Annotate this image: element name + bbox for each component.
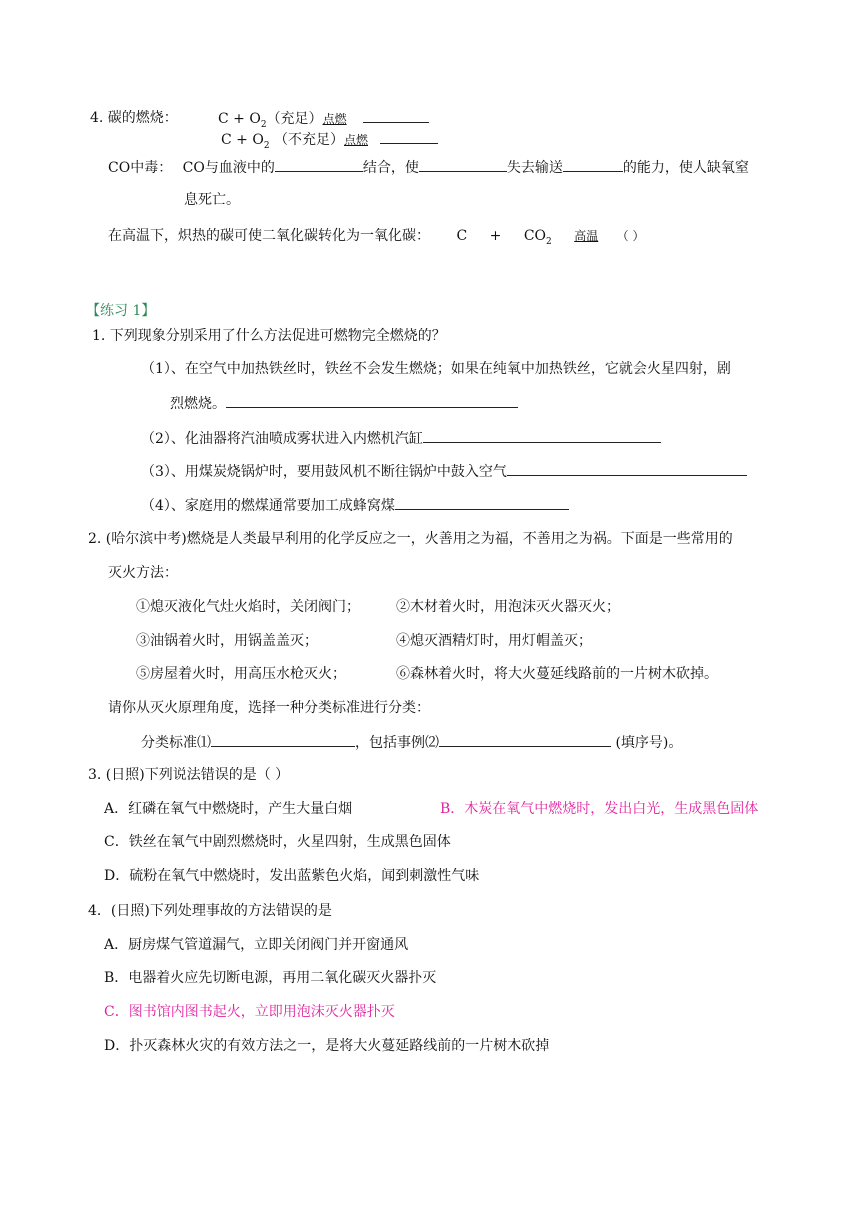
ht-text: 在高温下，炽热的碳可使二氧化碳转化为一氧化碳： xyxy=(108,228,430,244)
co-blank-2[interactable] xyxy=(419,157,507,172)
exercise-title: 【练习 1】 xyxy=(86,303,156,319)
ht-c: C xyxy=(456,228,468,244)
q3-option-b[interactable]: B．木炭在氧气中燃烧时，发出白光，生成黑色固体 xyxy=(440,801,759,817)
co-line-1 xyxy=(108,157,749,178)
q1-item-4 xyxy=(141,495,569,516)
q3-option-a[interactable]: A．红磷在氧气中燃烧时，产生大量白烟 xyxy=(104,801,353,817)
co-text-c: 失去输送 xyxy=(506,160,563,176)
q2-classify-c: (填序号)。 xyxy=(611,735,683,751)
ht-plus: + xyxy=(489,228,502,244)
q1-blank-4[interactable] xyxy=(395,495,569,510)
q1-item-2 xyxy=(141,428,661,449)
q2-method-3: ③油锅着火时，用锅盖盖灭； xyxy=(136,633,318,649)
q1-item-2-text: （2）、化油器将汽油喷成雾状进入内燃机汽缸 xyxy=(141,431,423,447)
high-temp-line xyxy=(108,226,645,252)
r2-lhs: C + O xyxy=(221,132,264,148)
reaction-2 xyxy=(221,129,438,156)
r1-cond: （充足） xyxy=(266,111,323,127)
q2-stem-1: 2. (哈尔滨中考)燃烧是人类最早利用的化学反应之一，火善用之为福，不善用之为祸。下面是一些常用的 xyxy=(88,531,733,547)
r1-blank[interactable] xyxy=(363,108,429,123)
q1-item-3-text: （3）、用煤炭烧锅炉时，要用鼓风机不断往锅炉中鼓入空气 xyxy=(141,464,507,480)
q2-method-5: ⑤房屋着火时，用高压水枪灭火； xyxy=(136,666,346,682)
q1-blank-1[interactable] xyxy=(226,393,518,408)
q2-classify-b: ，包括事例⑵ xyxy=(355,735,439,751)
q1-item-3 xyxy=(141,461,747,482)
q3-stem: 3. (日照)下列说法错误的是（ ） xyxy=(88,767,290,783)
q1-item-4-text: （4）、家庭用的燃煤通常要加工成蜂窝煤 xyxy=(141,498,395,514)
q2-method-1: ①熄灭液化气灶火焰时，关闭阀门； xyxy=(136,599,360,615)
q4-option-a[interactable]: A．厨房煤气管道漏气，立即关闭阀门并开窗通风 xyxy=(104,937,409,953)
ht-paren[interactable]: （ ） xyxy=(616,229,645,243)
q4-option-d[interactable]: D．扑灭森林火灾的有效方法之一，是将大火蔓延路线前的一片树木砍掉 xyxy=(104,1038,550,1054)
q1-stem: 1. 下列现象分别采用了什么方法促进可燃物完全燃烧的？ xyxy=(92,328,446,344)
ht-cond: 高温 xyxy=(574,229,599,243)
q4-option-b[interactable]: B．电器着火应先切断电源，再用二氧化碳灭火器扑灭 xyxy=(104,970,437,986)
r2-blank[interactable] xyxy=(380,129,438,144)
r2-fire: 点燃 xyxy=(344,133,369,147)
q4-option-c[interactable]: C．图书馆内图书起火，立即用泡沫灭火器扑灭 xyxy=(104,1004,395,1020)
carbon-heading: 4. 碳的燃烧： xyxy=(90,110,178,126)
q2-method-4: ④熄灭酒精灯时，用灯帽盖灭； xyxy=(396,633,592,649)
q2-blank-1[interactable] xyxy=(211,732,355,747)
co-text-b: 结合，使 xyxy=(362,160,419,176)
q2-method-6: ⑥森林着火时，将大火蔓延线路前的一片树木砍掉。 xyxy=(396,666,718,682)
q2-prompt: 请你从灭火原理角度，选择一种分类标准进行分类： xyxy=(108,700,430,716)
q2-blank-2[interactable] xyxy=(439,732,611,747)
q1-blank-3[interactable] xyxy=(507,461,747,476)
ht-co: CO xyxy=(523,228,547,244)
r1-sub: 2 xyxy=(260,119,267,130)
co-text-e: 息死亡。 xyxy=(184,192,240,208)
r2-sub: 2 xyxy=(263,140,270,151)
co-blank-3[interactable] xyxy=(563,157,623,172)
q2-method-2: ②木材着火时，用泡沫灭火器灭火； xyxy=(396,599,620,615)
q2-stem-2: 灭火方法： xyxy=(108,565,178,581)
co-text-d: 的能力，使人缺氧窒 xyxy=(622,160,749,176)
q4-stem: 4．(日照)下列处理事故的方法错误的是 xyxy=(88,903,332,919)
q3-option-c[interactable]: C．铁丝在氧气中剧烈燃烧时，火星四射，生成黑色固体 xyxy=(104,834,451,850)
q2-classify-a: 分类标准⑴ xyxy=(141,735,211,751)
q1-item-1a: （1）、在空气中加热铁丝时，铁丝不会发生燃烧；如果在纯氧中加热铁丝，它就会火星四射，剧 xyxy=(141,361,731,377)
r2-cond: （不充足） xyxy=(269,132,345,148)
r1-lhs: C + O xyxy=(218,111,261,127)
co-text-a: CO与血液中的 xyxy=(182,160,275,176)
ht-sub: 2 xyxy=(546,236,552,247)
q2-classify-line xyxy=(141,732,682,753)
co-blank-1[interactable] xyxy=(275,157,363,172)
q1-item-1b xyxy=(170,393,518,414)
q1-blank-2[interactable] xyxy=(423,428,661,443)
q1-item-1b-text: 烈燃烧。 xyxy=(170,396,226,412)
r1-fire: 点燃 xyxy=(322,112,347,126)
q3-option-d[interactable]: D．硫粉在氧气中燃烧时，发出蓝紫色火焰，闻到刺激性气味 xyxy=(104,868,480,884)
co-label: CO中毒： xyxy=(108,160,173,176)
